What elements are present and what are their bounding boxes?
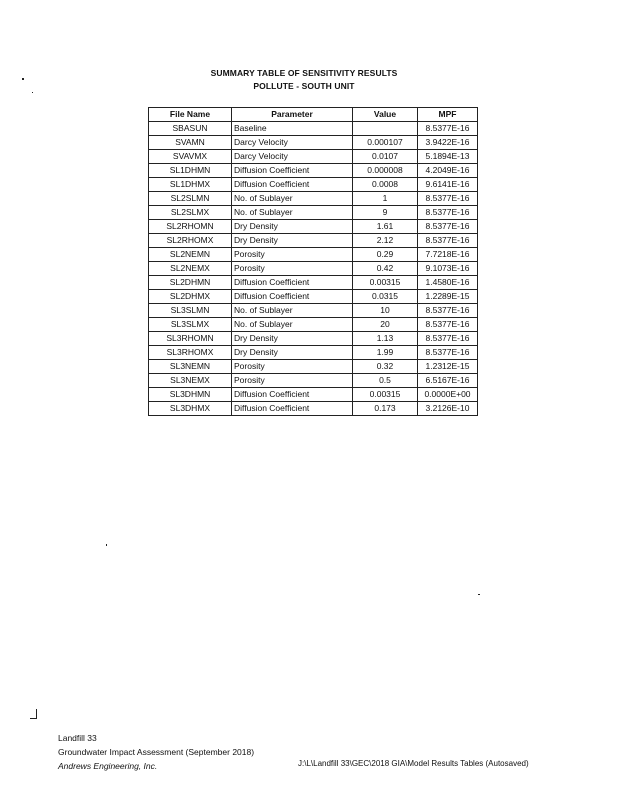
footer-report: Groundwater Impact Assessment (September 2018) bbox=[58, 747, 255, 757]
cell-value: 0.29 bbox=[353, 248, 418, 262]
cell-parameter: Dry Density bbox=[232, 332, 353, 346]
cell-parameter: No. of Sublayer bbox=[232, 318, 353, 332]
cell-mpf: 6.5167E-16 bbox=[418, 374, 478, 388]
cell-mpf: 1.2289E-15 bbox=[418, 290, 478, 304]
title-line-1: SUMMARY TABLE OF SENSITIVITY RESULTS bbox=[210, 68, 398, 78]
cell-value: 0.00315 bbox=[353, 388, 418, 402]
table-row bbox=[149, 164, 478, 178]
cell-file-name: SVAMN bbox=[149, 136, 232, 150]
cell-file-name: SL3SLMN bbox=[149, 304, 232, 318]
cell-parameter: Diffusion Coefficient bbox=[232, 402, 353, 416]
footer-project: Landfill 33 bbox=[58, 733, 97, 743]
cell-file-name: SL2RHOMX bbox=[149, 234, 232, 248]
cell-parameter: Diffusion Coefficient bbox=[232, 388, 353, 402]
cell-parameter: Porosity bbox=[232, 360, 353, 374]
cell-mpf: 1.4580E-16 bbox=[418, 276, 478, 290]
cell-file-name: SVAVMX bbox=[149, 150, 232, 164]
cell-file-name: SBASUN bbox=[149, 122, 232, 136]
cell-mpf: 4.2049E-16 bbox=[418, 164, 478, 178]
table-row bbox=[149, 248, 478, 262]
cell-parameter: Dry Density bbox=[232, 220, 353, 234]
cell-mpf: 8.5377E-16 bbox=[418, 192, 478, 206]
cell-file-name: SL3NEMN bbox=[149, 360, 232, 374]
table-row bbox=[149, 304, 478, 318]
table-row bbox=[149, 318, 478, 332]
cell-value: 0.42 bbox=[353, 262, 418, 276]
column-header-parameter: Parameter bbox=[232, 108, 353, 122]
cell-parameter: Diffusion Coefficient bbox=[232, 164, 353, 178]
cell-file-name: SL2DHMX bbox=[149, 290, 232, 304]
cell-mpf: 8.5377E-16 bbox=[418, 304, 478, 318]
column-header-value: Value bbox=[353, 108, 418, 122]
cell-parameter: Dry Density bbox=[232, 346, 353, 360]
cell-mpf: 8.5377E-16 bbox=[418, 332, 478, 346]
cell-file-name: SL3DHMN bbox=[149, 388, 232, 402]
cell-mpf: 8.5377E-16 bbox=[418, 346, 478, 360]
cell-file-name: SL2NEMX bbox=[149, 262, 232, 276]
cell-value: 0.5 bbox=[353, 374, 418, 388]
cell-parameter: Darcy Velocity bbox=[232, 150, 353, 164]
cell-mpf: 0.0000E+00 bbox=[418, 388, 478, 402]
cell-parameter: No. of Sublayer bbox=[232, 304, 353, 318]
cell-value bbox=[353, 122, 418, 136]
cell-mpf: 8.5377E-16 bbox=[418, 234, 478, 248]
scan-speck bbox=[30, 718, 37, 719]
column-header-file-name: File Name bbox=[149, 108, 232, 122]
cell-parameter: No. of Sublayer bbox=[232, 192, 353, 206]
cell-parameter: No. of Sublayer bbox=[232, 206, 353, 220]
cell-parameter: Porosity bbox=[232, 262, 353, 276]
cell-mpf: 7.7218E-16 bbox=[418, 248, 478, 262]
table-row bbox=[149, 122, 478, 136]
cell-parameter: Darcy Velocity bbox=[232, 136, 353, 150]
cell-mpf: 8.5377E-16 bbox=[418, 318, 478, 332]
cell-value: 1.99 bbox=[353, 346, 418, 360]
table-row bbox=[149, 192, 478, 206]
cell-file-name: SL2RHOMN bbox=[149, 220, 232, 234]
cell-value: 0.00315 bbox=[353, 276, 418, 290]
table-row bbox=[149, 150, 478, 164]
cell-file-name: SL3SLMX bbox=[149, 318, 232, 332]
sensitivity-results-table bbox=[148, 107, 478, 416]
table-row bbox=[149, 290, 478, 304]
table-row bbox=[149, 332, 478, 346]
document-title bbox=[0, 67, 618, 93]
cell-file-name: SL2NEMN bbox=[149, 248, 232, 262]
cell-file-name: SL3NEMX bbox=[149, 374, 232, 388]
scan-speck bbox=[106, 544, 107, 546]
cell-value: 0.000008 bbox=[353, 164, 418, 178]
cell-parameter: Baseline bbox=[232, 122, 353, 136]
cell-value: 0.000107 bbox=[353, 136, 418, 150]
cell-file-name: SL3RHOMX bbox=[149, 346, 232, 360]
cell-file-name: SL2DHMN bbox=[149, 276, 232, 290]
footer-company: Andrews Engineering, Inc. bbox=[58, 761, 158, 771]
cell-file-name: SL1DHMN bbox=[149, 164, 232, 178]
table-row bbox=[149, 360, 478, 374]
cell-value: 1.13 bbox=[353, 332, 418, 346]
cell-file-name: SL2SLMX bbox=[149, 206, 232, 220]
cell-parameter: Dry Density bbox=[232, 234, 353, 248]
cell-parameter: Diffusion Coefficient bbox=[232, 276, 353, 290]
cell-mpf: 8.5377E-16 bbox=[418, 206, 478, 220]
scan-speck bbox=[32, 92, 33, 93]
table-row bbox=[149, 374, 478, 388]
table-row bbox=[149, 136, 478, 150]
cell-mpf: 8.5377E-16 bbox=[418, 220, 478, 234]
scan-speck bbox=[22, 78, 24, 80]
table-row bbox=[149, 388, 478, 402]
table-row bbox=[149, 234, 478, 248]
cell-file-name: SL3DHMX bbox=[149, 402, 232, 416]
table-row bbox=[149, 262, 478, 276]
table-row bbox=[149, 178, 478, 192]
table-row bbox=[149, 206, 478, 220]
cell-parameter: Diffusion Coefficient bbox=[232, 290, 353, 304]
cell-value: 2.12 bbox=[353, 234, 418, 248]
table-row bbox=[149, 402, 478, 416]
cell-file-name: SL3RHOMN bbox=[149, 332, 232, 346]
cell-mpf: 3.2126E-10 bbox=[418, 402, 478, 416]
cell-mpf: 9.1073E-16 bbox=[418, 262, 478, 276]
scan-speck bbox=[478, 594, 480, 595]
footer-file-path: J:\L\Landfill 33\GEC\2018 GIA\Model Results Tables (Autosaved) bbox=[298, 759, 529, 768]
cell-value: 10 bbox=[353, 304, 418, 318]
cell-mpf: 9.6141E-16 bbox=[418, 178, 478, 192]
column-header-mpf: MPF bbox=[418, 108, 478, 122]
table-row bbox=[149, 276, 478, 290]
cell-mpf: 1.2312E-15 bbox=[418, 360, 478, 374]
cell-value: 0.32 bbox=[353, 360, 418, 374]
table-row bbox=[149, 220, 478, 234]
cell-mpf: 3.9422E-16 bbox=[418, 136, 478, 150]
cell-value: 0.0107 bbox=[353, 150, 418, 164]
cell-mpf: 8.5377E-16 bbox=[418, 122, 478, 136]
footer bbox=[58, 731, 254, 773]
cell-value: 0.173 bbox=[353, 402, 418, 416]
cell-value: 0.0008 bbox=[353, 178, 418, 192]
table-row bbox=[149, 346, 478, 360]
cell-mpf: 5.1894E-13 bbox=[418, 150, 478, 164]
cell-file-name: SL1DHMX bbox=[149, 178, 232, 192]
cell-value: 1 bbox=[353, 192, 418, 206]
cell-parameter: Diffusion Coefficient bbox=[232, 178, 353, 192]
cell-parameter: Porosity bbox=[232, 374, 353, 388]
cell-value: 20 bbox=[353, 318, 418, 332]
cell-value: 0.0315 bbox=[353, 290, 418, 304]
cell-value: 9 bbox=[353, 206, 418, 220]
cell-value: 1.61 bbox=[353, 220, 418, 234]
table-header-row bbox=[149, 108, 478, 122]
cell-parameter: Porosity bbox=[232, 248, 353, 262]
title-line-2: POLLUTE - SOUTH UNIT bbox=[253, 81, 355, 91]
cell-file-name: SL2SLMN bbox=[149, 192, 232, 206]
